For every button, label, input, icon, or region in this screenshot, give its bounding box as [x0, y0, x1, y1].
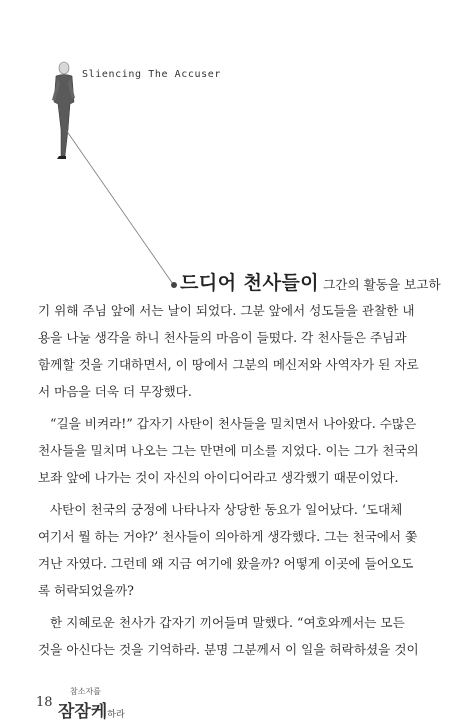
book-title [58, 697, 125, 722]
line-5: 서 마음을 더욱 더 무장했다. [38, 384, 192, 399]
running-title: Sliencing The Accuser [82, 69, 222, 80]
line-11: 겨난 자였다. 그런데 왜 지금 여기에 왔을까? 어떻게 이곳에 들어오도 [38, 556, 414, 571]
line-13: 한 지혜로운 천사가 갑자기 끼어들며 말했다. “여호와께서는 모든 [50, 615, 405, 630]
man-figure-illustration [44, 60, 84, 160]
line-6: “길을 비켜라!” 갑자기 사탄이 천사들을 밀치면서 나아왔다. 수많은 [50, 416, 417, 431]
line-1 [180, 270, 470, 298]
book-title-large: 잠잠케 [58, 702, 108, 722]
line-12: 록 허락되었을까? [38, 583, 134, 598]
line-4: 함께할 것을 기대하면서, 이 땅에서 그분의 메신저와 사역자가 된 자로 [38, 357, 419, 372]
line-10: 여기서 뭘 하는 거야?’ 천사들이 의아하게 생각했다. 그는 천국에서 쫓 [38, 529, 418, 544]
book-title-tail: 하라 [107, 710, 125, 720]
lead-phrase: 드디어 천사들이 [180, 272, 320, 294]
line-2: 기 위해 주님 앞에 서는 날이 되었다. 그분 앞에서 성도들을 관찰한 내 [38, 303, 415, 318]
book-title-small: 참소자를 [70, 687, 101, 696]
page-number: 18 [36, 695, 53, 710]
lead-bullet [171, 282, 177, 288]
line-8: 보좌 앞에 나가는 것이 자신의 아이디어라고 생각했기 때문이었다. [38, 470, 399, 485]
line-9: 사탄이 천국의 궁정에 나타나자 상당한 동요가 일어났다. ‘도대체 [50, 502, 403, 517]
line-1-text: 그간의 활동을 보고하 [323, 277, 441, 292]
line-7: 천사들을 밀치며 나오는 그는 만면에 미소를 지었다. 이는 그가 천국의 [38, 443, 419, 458]
line-14: 것을 아신다는 것을 기억하라. 분명 그분께서 이 일을 허락하셨을 것이 [38, 642, 419, 657]
line-3: 용을 나눌 생각을 하니 천사들의 마음이 들떴다. 각 천사들은 주님과 [38, 330, 407, 345]
